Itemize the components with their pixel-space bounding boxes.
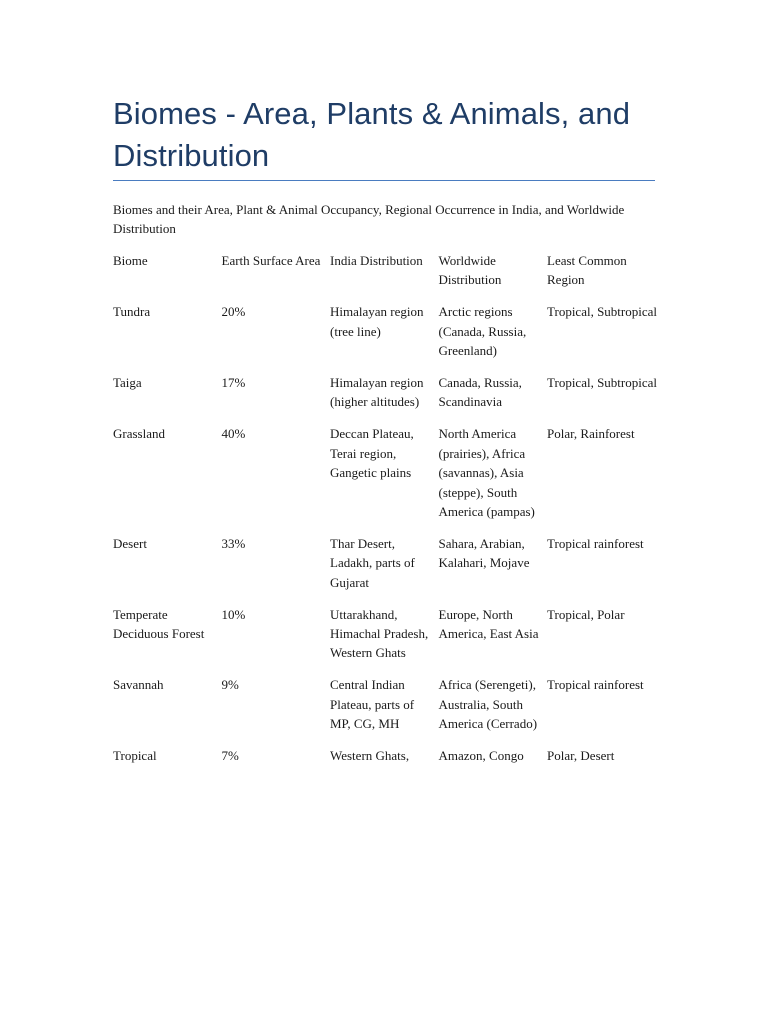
area-cell: 10%: [221, 606, 246, 622]
least-common-cell: Tropical, Polar: [547, 606, 625, 622]
header-earth-surface-area: Earth Surface Area: [221, 253, 321, 268]
least-common-cell: Tropical rainforest: [547, 677, 644, 693]
header-least-common-region: Least Common Region: [547, 253, 627, 288]
least-common-cell: Polar, Rainforest: [547, 426, 635, 442]
area-cell: 9%: [221, 677, 239, 693]
table-row: [113, 424, 658, 534]
table-row: [113, 746, 658, 778]
india-cell: Western Ghats,: [330, 748, 410, 764]
table-row: [113, 373, 658, 424]
india-cell: Himalayan region (higher altitudes): [330, 375, 424, 410]
worldwide-cell: North America (prairies), Africa (savannas), Asia (steppe), South America (pampas): [438, 426, 535, 519]
least-common-cell: Tropical, Subtropical: [547, 375, 658, 391]
area-cell: 33%: [221, 535, 246, 551]
intro-paragraph: Biomes and their Area, Plant & Animal Occupancy, Regional Occurrence in India, and Worldwide Distribution: [113, 202, 625, 236]
india-cell: Himalayan region (tree line): [330, 304, 424, 339]
biome-cell: Tundra: [113, 304, 151, 320]
table-row: [113, 605, 658, 676]
india-cell: Deccan Plateau, Terai region, Gangetic plains: [330, 426, 414, 481]
worldwide-cell: Canada, Russia, Scandinavia: [438, 375, 522, 410]
biome-cell: Tropical: [113, 748, 157, 764]
worldwide-cell: Arctic regions (Canada, Russia, Greenland): [438, 304, 527, 359]
least-common-cell: Tropical, Subtropical: [547, 304, 658, 320]
table-row: [113, 675, 658, 746]
table-header-row: [113, 251, 658, 302]
area-cell: 17%: [221, 375, 246, 391]
area-cell: 7%: [221, 748, 239, 764]
india-cell: Uttarakhand, Himachal Pradesh, Western Ghats: [330, 606, 429, 661]
worldwide-cell: Sahara, Arabian, Kalahari, Mojave: [438, 535, 530, 571]
area-cell: 40%: [221, 426, 246, 442]
title-underline: [113, 180, 655, 181]
table-row: [113, 534, 658, 605]
biome-cell: Temperate Deciduous Forest: [113, 606, 205, 641]
least-common-cell: Tropical rainforest: [547, 535, 644, 551]
table-row: [113, 302, 658, 373]
worldwide-cell: Europe, North America, East Asia: [438, 606, 539, 641]
biome-cell: Grassland: [113, 426, 165, 442]
biome-cell: Savannah: [113, 677, 164, 693]
india-cell: Thar Desert, Ladakh, parts of Gujarat: [330, 535, 415, 590]
page-title: Biomes - Area, Plants & Animals, and Distribution: [113, 96, 631, 173]
biome-cell: Desert: [113, 535, 147, 551]
worldwide-cell: Africa (Serengeti), Australia, South America (Cerrado): [438, 677, 538, 732]
header-biome: Biome: [113, 253, 148, 268]
least-common-cell: Polar, Desert: [547, 748, 615, 764]
biomes-table: [113, 251, 658, 778]
area-cell: 20%: [221, 304, 246, 320]
worldwide-cell: Amazon, Congo: [438, 748, 524, 764]
header-india-distribution: India Distribution: [330, 253, 423, 268]
biome-cell: Taiga: [113, 375, 142, 391]
header-worldwide-distribution: Worldwide Distribution: [438, 253, 502, 288]
india-cell: Central Indian Plateau, parts of MP, CG, MH: [330, 677, 415, 732]
